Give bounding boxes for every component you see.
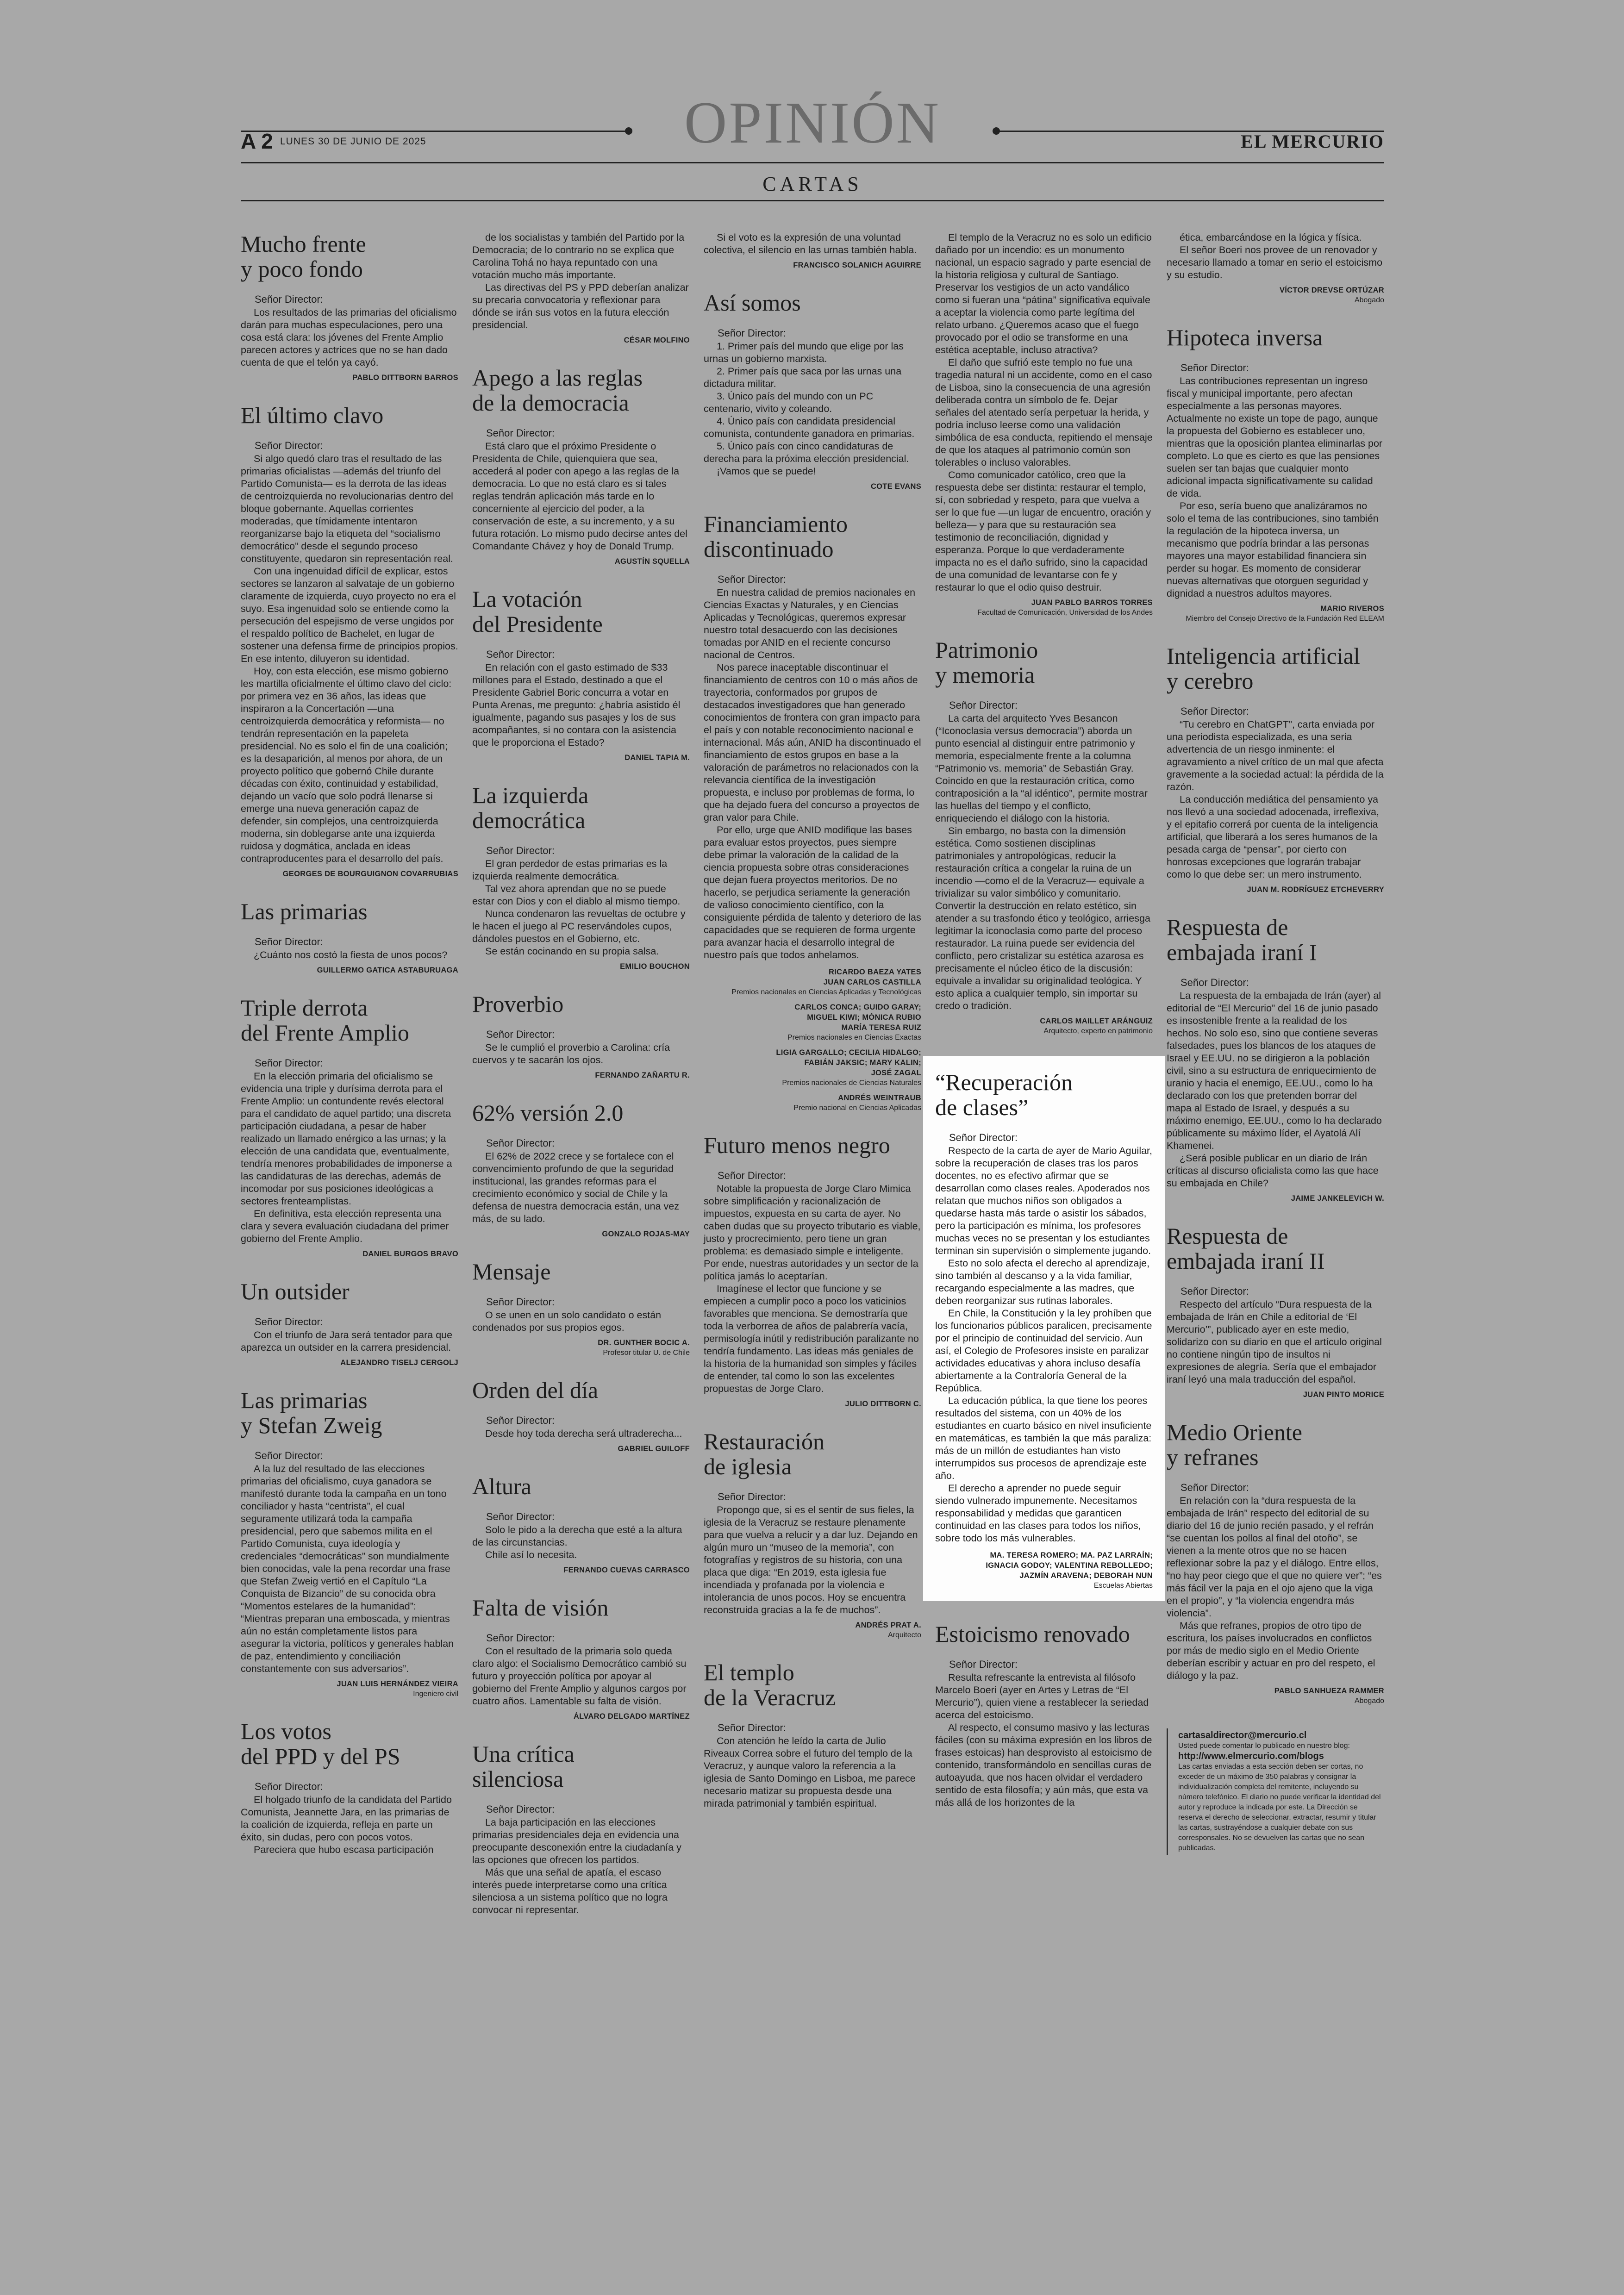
letter-salutation: Señor Director: xyxy=(255,440,323,451)
letter xyxy=(472,586,690,762)
letter-salutation: Señor Director: xyxy=(486,1296,555,1308)
signer-name: CARLOS CONCA; GUIDO GARAY; xyxy=(794,1003,921,1011)
letter-paragraph: ¡Vamos que se puede! xyxy=(717,466,816,477)
letter-signature: ANDRÉS PRAT A. xyxy=(855,1621,921,1629)
letter xyxy=(1167,915,1384,1203)
letter-signature: CARLOS MAILLET ARÁNGUIZ xyxy=(1040,1017,1153,1025)
letter xyxy=(1167,1223,1384,1399)
letter-headline: Estoicismo renovado xyxy=(935,1621,1130,1647)
letter-paragraph: Está claro que el próximo Presidente o Presidenta de Chile, quienquiera que sea, accederá al poder con apego a las reglas de la democracia. Lo que no está claro es si tales reglas tendrán aplicación más tarde en lo concerniente al ejercicio del poder, a la conservación de este, a su incremento, y a su futura rotación. Lo mismo pudo decirse antes del Comandante Chávez y hoy de Donald Trump. xyxy=(472,441,687,552)
letter xyxy=(472,1259,690,1357)
section-title: OPINIÓN xyxy=(684,90,941,156)
column-5 xyxy=(1167,231,1384,1855)
letter-paragraph: Nos parece inaceptable discontinuar el financiamiento de centros con 10 o más años de trayectoria, conformados por grupos de destacados investigadores que han generado conocimientos de frontera con gran impacto para el país y con notable reconocimiento nacional e internacional. Más aún, ANID ha discontinuado el financiamiento de estos grupos en base a la valoración de parámetros no relacionados con la relevancia científica de la investigación propuesta, e incluso por problemas de forma, lo que ha dejado fuera del concurso a proyectos de gran valor para Chile. xyxy=(704,662,921,823)
letter-signature: MARIO RIVEROS xyxy=(1320,605,1384,613)
column-3 xyxy=(704,231,921,1830)
letter-paragraph: Respecto del artículo “Dura respuesta de la embajada de Irán en Chile a editorial de ‘El Mercurio’”, publicado ayer en este medio, solidarizo con su diario en que el artículo original no contiene ningún tipo de insultos ni expresiones de alegría. Sería que el embajador iraní leyó una mala traducción del español. xyxy=(1167,1299,1382,1385)
letter-headline: Restauración de iglesia xyxy=(704,1428,825,1479)
letter xyxy=(472,365,690,566)
letter-signature: CÉSAR MOLFINO xyxy=(624,336,690,344)
letter xyxy=(704,1133,921,1409)
letter-paragraph: La respuesta de la embajada de Irán (ayer) al editorial de “El Mercurio” del 16 de junio pasado es insostenible frente a la realidad de los hechos. No solo eso, sino que contiene severas falsedades, pues los blancos de los ataques de Israel y EE.UU. no se dirigieron a la población civil, sino a su estructura de enriquecimiento de uranio y hacia el enemigo, EE.UU., como lo ha declarado con los que pretenden borrar del mapa al Estado de Israel, y después a su máximo enemigo, EE.UU., como lo ha declarado públicamente su máximo líder, el Ayatolá Alí Khamenei. xyxy=(1167,990,1382,1151)
contact-box xyxy=(1167,1728,1384,1855)
letter-paragraph: Respecto de la carta de ayer de Mario Aguilar, sobre la recuperación de clases tras los paros docentes, no es efectivo afirmar que se desarrollan como clases reales. Apoderados nos relatan que muchos niños son obligados a quedarse hasta más tarde o asistir los sábados, pero la participación es mínima, los profesores muchas veces no se presentan y los estudiantes terminan sin supervisión o simplemente jugando. xyxy=(935,1145,1153,1256)
letter-paragraph: Más que refranes, propios de otro tipo de escritura, los países involucrados en conflictos por más de medio siglo en el Medio Oriente deberían escribir y actuar en pro del respeto, el diálogo y la paz. xyxy=(1167,1620,1375,1681)
letter-signature: FERNANDO CUEVAS CARRASCO xyxy=(563,1566,690,1574)
letter-signature: FRANCISCO SOLANICH AGUIRRE xyxy=(793,261,921,269)
letter-salutation: Señor Director: xyxy=(486,427,555,439)
letter-affiliation: Arquitecto, experto en patrimonio xyxy=(1043,1027,1153,1035)
signers-note: Premios nacionales de Ciencias Naturales xyxy=(782,1079,921,1087)
letter-salutation: Señor Director: xyxy=(1181,362,1249,374)
signer-name: IGNACIA GODOY; VALENTINA REBOLLEDO; xyxy=(986,1561,1153,1570)
letter-headline: El último clavo xyxy=(241,402,384,428)
letter xyxy=(704,511,921,1112)
letter-paragraph: 1. Primer país del mundo que elige por las urnas un gobierno marxista. xyxy=(704,341,904,364)
letter-signers xyxy=(935,1551,1153,1580)
letter-paragraph: O se unen en un solo candidato o están condenados por sus propios egos. xyxy=(472,1310,662,1333)
letter-paragraph: Notable la propuesta de Jorge Claro Mimica sobre simplificación y racionalización de impuestos, expuesta en su carta de ayer. No caben dudas que su proyecto tributario es viable, justo y procrecimiento, pero tiene un gran problema: es demasiado simple e inteligente. Por ende, nuestras autoridades y un sector de la política jamás lo aceptarían. xyxy=(704,1183,921,1282)
letter-signature: JUAN M. RODRÍGUEZ ETCHEVERRY xyxy=(1247,886,1384,894)
letter xyxy=(472,1100,690,1239)
letters-policy: Las cartas enviadas a esta sección deben ser cortas, no exceder de un máximo de 350 palabras y consignar la individualización completa del remitente, incluyendo su número telefónico. El diario no puede verificar la identidad del autor y reproduce la indicada por este. La Dirección se reserva el derecho de seleccionar, extractar, resumir y titular las cartas, sustrayéndose a cualquier debate con sus corresponsales. No se devuelven las cartas que no sean publicadas. xyxy=(1178,1763,1381,1852)
letter-headline: Hipoteca inversa xyxy=(1167,324,1323,350)
letter-signature: GONZALO ROJAS-MAY xyxy=(602,1230,690,1238)
letter-affiliation: Abogado xyxy=(1354,296,1384,304)
letter xyxy=(472,1474,690,1575)
letter xyxy=(472,992,690,1080)
contact-email: cartasaldirector@mercurio.cl xyxy=(1178,1730,1307,1740)
letter-headline: Apego a las reglas de la democracia xyxy=(472,365,643,416)
letter-headline: La votación del Presidente xyxy=(472,586,603,637)
letter-paragraph: ¿Cuánto nos costó la fiesta de unos pocos? xyxy=(254,949,448,960)
letter-signature: FERNANDO ZAÑARTU R. xyxy=(595,1071,690,1079)
letter-headline: 62% versión 2.0 xyxy=(472,1100,624,1126)
letter-salutation: Señor Director: xyxy=(718,1491,786,1503)
letter-signers xyxy=(704,1003,921,1032)
letter-paragraph: Solo le pido a la derecha que esté a la altura de las circunstancias. xyxy=(472,1524,682,1548)
letter-paragraph: Resulta refrescante la entrevista al filósofo Marcelo Boeri (ayer en Artes y Letras de “El Mercurio”), quien viene a restablecer la seriedad acerca del estoicismo. xyxy=(935,1672,1149,1721)
signers-note: Premios nacionales en Ciencias Aplicadas y Tecnológicas xyxy=(731,988,921,996)
letter-paragraph: Chile así lo necesita. xyxy=(485,1549,577,1560)
letter-signature: PABLO DITTBORN BARROS xyxy=(352,374,458,382)
letter xyxy=(704,290,921,491)
letter-paragraph: Las contribuciones representan un ingreso fiscal y municipal importante, pero afectan especialmente a las personas mayores. Actualmente no existe un tope de pago, aunque la propuesta del Gobierno es establecer uno, mientras que la oposición plantea eliminarlas por completo. Lo que es cierto es que las pensiones suelen ser tan bajas que cualquier monto adicional impacta significativamente su calidad de vida. xyxy=(1167,375,1383,499)
letter-paragraph: Si algo quedó claro tras el resultado de las primarias oficialistas —además del triunfo del Partido Comunista— es la derrota de las ideas de centroizquierda no revolucionarias dentro del bloque gobernante. Aquellas corrientes moderadas, que tímidamente intentaron reorganizarse bajo la etiqueta del “socialismo democrático” desde el segundo proceso constituyente, quedaron sin representación real. xyxy=(241,453,453,564)
letter xyxy=(1167,1420,1384,1705)
blog-intro: Usted puede comentar lo publicado en nuestro blog: xyxy=(1178,1742,1350,1750)
newspaper-name: EL MERCURIO xyxy=(1241,131,1384,152)
letter-paragraph: Al respecto, el consumo masivo y las lecturas fáciles (con su máxima expresión en los libros de frases estoicas) han desprovisto al estoicismo de contenido, transformándolo en sencillas curas de autoayuda, que nos hacen olvidar el verdadero sentido de esta filosofía; y aún más, que esta va más allá de los horizontes de la xyxy=(935,1722,1152,1808)
signer-name: ANDRÉS WEINTRAUB xyxy=(838,1094,921,1102)
letter-paragraph: Con atención he leído la carta de Julio Riveaux Correa sobre el futuro del templo de la Veracruz, y aunque valoro la referencia a la iglesia de Santo Domingo en Lisboa, me parece necesario matizar su propuesta desde una mirada patrimonial y también espiritual. xyxy=(704,1735,916,1809)
letter xyxy=(704,231,921,270)
letter-signature: JULIO DITTBORN C. xyxy=(845,1400,921,1408)
signer-name: JAZMÍN ARAVENA; DEBORAH NUN xyxy=(1019,1572,1153,1580)
column-1 xyxy=(241,231,458,1877)
letter-signature: JUAN PINTO MORICE xyxy=(1303,1391,1384,1399)
letter-paragraph: A la luz del resultado de las elecciones primarias del oficialismo, cuya ganadora se manifestó durante toda la campaña en un tono conciliador y hasta “centrista”, el cual seguramente utilizará toda la campaña presidencial, pero que sabemos milita en el Partido Comunista, cuya ideología y credenciales “democráticas” son mundialmente bien conocidas, vale la pena recordar una frase que Stefan Zweig vertió en el Capítulo “La Conquista de Bizancio” de su conocida obra “Momentos estelares de la humanidad”: “Mientras preparan una emboscada, y mientras aún no están completamente listos para asegurar la victoria, políticos y generales hablan de paz, entendimiento y conciliación constantemente con sus adversarios”. xyxy=(241,1463,454,1674)
letter-paragraph: Propongo que, si es el sentir de sus fieles, la iglesia de la Veracruz se restaure plenamente para que vuelva a relucir y a dar luz. Dejando en algún muro un “museo de la memoria”, con fotografías y registros de su historia, con una placa que diga: “En 2019, esta iglesia fue incendiada y profanada por la violencia e intolerancia de unos pocos. Hoy se encuentra reconstruida gracias a la fe de muchos”. xyxy=(704,1504,918,1615)
letter-signers xyxy=(704,968,921,987)
letter-headline: Financiamiento discontinuado xyxy=(704,511,848,562)
letter-headline: Proverbio xyxy=(472,991,564,1017)
letter-headline: Altura xyxy=(472,1473,531,1499)
column-2 xyxy=(472,231,690,1937)
letter-signature: VÍCTOR DREVSE ORTÚZAR xyxy=(1279,286,1384,294)
letter-paragraph: El derecho a aprender no puede seguir siendo vulnerado impunemente. Necesitamos responsabilidad y medidas que garanticen continuidad en las clases para todos los niños, sobre todo los más vulnerables. xyxy=(935,1483,1141,1544)
letter-headline: Un outsider xyxy=(241,1278,350,1304)
letter-salutation: Señor Director: xyxy=(486,1029,555,1040)
letter-salutation: Señor Director: xyxy=(1181,977,1249,988)
letter-signature: GABRIEL GUILOFF xyxy=(618,1445,690,1453)
letter-headline: Mucho frente y poco fondo xyxy=(241,231,366,282)
signer-name: JOSÉ ZAGAL xyxy=(871,1069,921,1077)
signer-name: MIGUEL KIWI; MÓNICA RUBIO xyxy=(807,1013,921,1022)
letter-paragraph: Más que una señal de apatía, el escaso interés puede interpretarse como una crítica silenciosa a un sistema político que no logra convocar ni representar. xyxy=(472,1867,668,1915)
letter-salutation: Señor Director: xyxy=(486,1803,555,1815)
letter-paragraph: Imagínese el lector que funcione y se empiecen a cumplir poco a poco los vaticinios favorables que menciona. Se demostraría que toda la verborrea de años de palabrería vacía, permisología inútil y redistribución paralizante no tendría fundamento. Las ideas más geniales de la historia de la humanidad son simples y fáciles de entender, tal como lo son las excelentes propuestas de Jorge Claro. xyxy=(704,1283,919,1394)
letter-paragraph: Sin embargo, no basta con la dimensión estética. Como sostienen disciplinas patrimoniales y antropológicas, reducir la restauración crítica a congelar la ruina de un incendio —como el de la Veracruz— equivale a trivializar su valor simbólico y comunitario. Convertir la destrucción en relato estético, sin atender a su trasfondo ético y teológico, arriesga legitimar la iconoclasia como parte del proceso restaurador. La ruina puede ser evidencia del conflicto, pero cristalizar su estética azarosa es precisamente el núcleo ético de la discusión: equivale a invalidar su originalidad teológica. Y esto aplica a cualquier templo, sin importar su credo o tradición. xyxy=(935,825,1150,1011)
letter xyxy=(241,403,458,879)
letter-paragraph: Tal vez ahora aprendan que no se puede estar con Dios y con el diablo al mismo tiempo. xyxy=(472,883,681,907)
blog-link[interactable]: http://www.elmercurio.com/blogs xyxy=(1178,1751,1324,1761)
letter-salutation: Señor Director: xyxy=(949,1659,1018,1670)
issue-date: LUNES 30 DE JUNIO DE 2025 xyxy=(280,136,426,147)
letter-paragraph: La conducción mediática del pensamiento ya nos llevó a una sociedad adocenada, irreflexiva, y el epitafio correrá por cuenta de la inteligencia artificial, que liberará a los seres humanos de la pesada carga de “pensar”, por cierto con honrosas excepciones que lograrán trabajar como lo que debe ser: un mero instrumento. xyxy=(1167,794,1379,880)
letter-salutation: Señor Director: xyxy=(486,1137,555,1149)
letter-headline: Respuesta de embajada iraní I xyxy=(1167,914,1317,965)
letter xyxy=(935,231,1153,617)
letter-salutation: Señor Director: xyxy=(949,699,1018,711)
letter-signature: DR. GUNTHER BOCIC A. xyxy=(598,1339,690,1347)
letter-salutation: Señor Director: xyxy=(486,649,555,660)
page-number: A 2 xyxy=(241,129,273,153)
letter-headline: Futuro menos negro xyxy=(704,1132,890,1158)
signer-name: RICARDO BAEZA YATES xyxy=(828,968,921,976)
letter xyxy=(472,231,690,345)
letter-paragraph: En nuestra calidad de premios nacionales en Ciencias Exactas y Naturales, y en Ciencias Aplicadas y Tecnológicas, queremos expresar nuestro total desacuerdo con las decisiones tomadas por ANID en el reciente concurso nacional de Centros. xyxy=(704,587,916,661)
letter xyxy=(704,1660,921,1810)
letter-signature: GEORGES DE BOURGUIGNON COVARRUBIAS xyxy=(282,870,458,878)
letter-paragraph: Con una ingenuidad difícil de explicar, estos sectores se lanzaron al salvataje de un gobierno claramente de izquierda, cuyo proyecto no era el suyo. Esa ingenuidad solo se entiende como la persecución del espejismo de verse ungidos por el respaldo político de Bachelet, en lugar de sostener una defensa firme de principios propios. En ese intento, diluyeron su identidad. xyxy=(241,566,458,664)
letter-headline: La izquierda democrática xyxy=(472,782,589,833)
letter-salutation: Señor Director: xyxy=(486,1511,555,1522)
letter xyxy=(935,637,1153,1035)
letter xyxy=(1167,325,1384,623)
letter-headline: Respuesta de embajada iraní II xyxy=(1167,1223,1325,1274)
letter-affiliation: Facultad de Comunicación, Universidad de los Andes xyxy=(977,609,1153,617)
letter xyxy=(704,1429,921,1640)
letter-affiliation: Arquitecto xyxy=(887,1631,921,1639)
letter-signature: JUAN PABLO BARROS TORRES xyxy=(1031,599,1153,607)
letter-paragraph: Desde hoy toda derecha será ultraderecha... xyxy=(485,1428,682,1439)
letter-headline: Triple derrota del Frente Amplio xyxy=(241,995,409,1046)
letter-affiliation: Miembro del Consejo Directivo de la Fundación Red ELEAM xyxy=(1186,615,1384,623)
signer-name: LIGIA GARGALLO; CECILIA HIDALGO; xyxy=(776,1048,921,1057)
letter-headline: Orden del día xyxy=(472,1377,599,1403)
letter-paragraph: Se están cocinando en su propia salsa. xyxy=(485,946,659,957)
letter-headline: Mensaje xyxy=(472,1259,551,1285)
letter-signature: ALEJANDRO TISELJ CERGOLJ xyxy=(340,1359,458,1367)
letter xyxy=(241,1388,458,1698)
signer-name: MA. TERESA ROMERO; MA. PAZ LARRAÍN; xyxy=(990,1551,1153,1559)
header-rule-top xyxy=(241,162,1384,163)
letter-affiliation: Escuelas Abiertas xyxy=(1093,1582,1153,1590)
letter-signature: GUILLERMO GATICA ASTABURUAGA xyxy=(317,966,458,974)
header-rule-bottom xyxy=(241,200,1384,201)
letter-headline: Las primarias y Stefan Zweig xyxy=(241,1387,382,1438)
letter xyxy=(1167,643,1384,894)
letter-paragraph: En Chile, la Constitución y la ley prohíben que los funcionarios públicos paralicen, precisamente por el principio de continuidad del servicio. Aun así, el Colegio de Profesores insiste en paralizar actividades educativas y ahora incluso desafía abiertamente a la Contraloría General de la República. xyxy=(935,1308,1152,1394)
letter-paragraph: Como comunicador católico, creo que la respuesta debe ser distinta: restaurar el templo, sí, con sobriedad y respeto, para que vuelva a ser lo que fue —un lugar de encuentro, oración y belleza— y para que su restauración sea testimonio de reconciliación, dignidad y esperanza. Porque lo que verdaderamente impacta no es el daño sufrido, sino la capacidad de una comunidad de levantarse con fe y restaurar lo que el odio quiso destruir. xyxy=(935,469,1151,593)
letter-signature: JUAN LUIS HERNÁNDEZ VIEIRA xyxy=(337,1680,458,1688)
letter-paragraph: Pareciera que hubo escasa participación xyxy=(254,1844,434,1855)
letter-signature: DANIEL TAPIA M. xyxy=(625,754,690,762)
letter-salutation: Señor Director: xyxy=(1181,705,1249,717)
letter-salutation: Señor Director: xyxy=(255,1057,323,1069)
letter-affiliation: Abogado xyxy=(1354,1697,1384,1705)
letter-paragraph: 5. Único país con cinco candidaturas de derecha para la próxima elección presidencial. xyxy=(704,441,909,464)
letter-signature: ÁLVARO DELGADO MARTÍNEZ xyxy=(573,1712,690,1721)
newspaper-page xyxy=(241,79,1384,2273)
letter-paragraph: Hoy, con esta elección, ese mismo gobierno les martilla oficialmente el último clavo del ciclo: por primera vez en 36 años, las ideas que inspiraron a la Concertación —una centroizquierda democrática y reformista— no tendrán representación en la papeleta presidencial. No es solo el fin de una coalición; es la desaparición, al menos por ahora, de un proyecto político que gobernó Chile durante décadas con éxito, continuidad y estabilidad, dejando un vacío que solo podrá llenarse si emerge una nueva generación capaz de defender, sin complejos, una centroizquierda moderna, sin doblegarse ante una izquierda ruidosa y dogmática, anclada en ideas contraproducentes para el desarrollo del país. xyxy=(241,666,452,864)
signer-name: MARÍA TERESA RUIZ xyxy=(841,1023,921,1032)
letter-paragraph: Con el resultado de la primaria solo queda claro algo: el Socialismo Democrático cambió su futuro y proyección política por apoyar al gobierno del Frente Amplio y algunos cargos por cuatro años. Lamentable su falta de visión. xyxy=(472,1646,687,1707)
letter-paragraph: Esto no solo afecta el derecho al aprendizaje, sino también al descanso y a la vida familiar, recargando especialmente a las madres, que deben reorganizar sus rutinas laborales. xyxy=(935,1258,1150,1306)
letter-paragraph: Por eso, sería bueno que analizáramos no solo el tema de las contribuciones, sino también la regulación de la hipoteca inversa, un mecanismo que podría brindar a las personas mayores una mayor estabilidad financiera sin perder su hogar. Es momento de considerar nuevas alternativas que otorguen seguridad y dignidad a nuestros adultos mayores. xyxy=(1167,500,1379,599)
letter-headline: Las primarias xyxy=(241,898,368,924)
letter-headline: Así somos xyxy=(704,290,801,316)
letter-salutation: Señor Director: xyxy=(486,1415,555,1426)
letter-paragraph: ¿Será posible publicar en un diario de Irán críticas al discurso oficialista como las que hace su embajada en Chile? xyxy=(1167,1153,1379,1189)
signers-note: Premio nacional en Ciencias Aplicadas xyxy=(793,1104,921,1112)
letter-paragraph: En la elección primaria del oficialismo se evidencia una triple y durísima derrota para el Frente Amplio: un contundente revés electoral para el candidato de aquel partido; una discreta participación ciudadana, a pesar de haber realizado un llamado enérgico a las urnas; y la elección de una candidata que, eventualmente, tendría menores probabilidades de imponerse a las candidaturas de las derechas, además de incomodar por sus posiciones ideológicas a sectores frenteamplistas. xyxy=(241,1071,452,1207)
letter-paragraph: ética, embarcándose en la lógica y física. xyxy=(1180,232,1362,243)
column-4 xyxy=(935,231,1153,1829)
letter-paragraph: Las directivas del PS y PPD deberían analizar su precaria convocatoria y reflexionar para dónde se irán sus votos en la futura elección presidencial. xyxy=(472,282,689,331)
letter-paragraph: de los socialistas y también del Partido por la Democracia; de lo contrario no se explica que Carolina Tohá no haya repuntado con una votación mucho más importante. xyxy=(472,232,685,281)
letter-paragraph: El señor Boeri nos provee de un renovador y necesario llamado a tomar en serio el estoicismo y su estudio. xyxy=(1167,244,1383,281)
letter-paragraph: Si el voto es la expresión de una voluntad colectiva, el silencio en las urnas también habla. xyxy=(704,232,917,256)
letter-paragraph: 4. Único país con candidata presidencial comunista, contundente ganadora en primarias. xyxy=(704,416,915,439)
letter xyxy=(241,1719,458,1856)
letter-paragraph: El gran perdedor de estas primarias es la izquierda realmente democrática. xyxy=(472,858,668,882)
letter-paragraph: La baja participación en las elecciones primarias presidenciales deja en evidencia una preocupante desconexión entre la ciudadanía y las opciones que ofrecen los partidos. xyxy=(472,1817,681,1865)
subsection-title: CARTAS xyxy=(762,173,862,195)
signers-note: Premios nacionales en Ciencias Exactas xyxy=(787,1034,921,1041)
letter-headline: Una crítica silenciosa xyxy=(472,1741,575,1792)
letter-salutation: Señor Director: xyxy=(255,936,323,948)
letter xyxy=(923,1056,1165,1601)
letter-paragraph: 2. Primer país que saca por las urnas una dictadura militar. xyxy=(704,366,902,389)
letter-signature: PABLO SANHUEZA RAMMER xyxy=(1274,1687,1384,1695)
letter-headline: “Recuperación de clases” xyxy=(935,1069,1073,1120)
letter-headline: Falta de visión xyxy=(472,1595,609,1621)
letter-paragraph: Los resultados de las primarias del oficialismo darán para muchas especulaciones, pero una cosa está clara: los jóvenes del Frente Amplio parecen actores y actrices que no se han dado cuenta de que el telón ya cayó. xyxy=(241,307,457,368)
letter xyxy=(472,783,690,971)
letter-headline: Medio Oriente y refranes xyxy=(1167,1419,1302,1470)
letter-salutation: Señor Director: xyxy=(718,1722,786,1734)
letter xyxy=(472,1595,690,1721)
letter xyxy=(1167,231,1384,305)
letter-salutation: Señor Director: xyxy=(255,1316,323,1328)
letter-paragraph: La educación pública, la que tiene los peores resultados del sistema, con un 40% de los estudiantes en cuarto básico en nivel insuficiente en matemáticas, es también la que más paraliza: más de un millón de estudiantes han visto interrumpidos sus procesos de aprendizaje este año. xyxy=(935,1395,1152,1481)
letter xyxy=(935,1621,1153,1809)
letter-headline: Inteligencia artificial y cerebro xyxy=(1167,643,1360,694)
letter-salutation: Señor Director: xyxy=(255,1450,323,1461)
letter-paragraph: Se le cumplió el proverbio a Carolina: cría cuervos y te sacarán los ojos. xyxy=(472,1042,670,1066)
signer-name: JUAN CARLOS CASTILLA xyxy=(823,978,921,986)
letter-salutation: Señor Director: xyxy=(486,1632,555,1644)
letter-headline: Patrimonio y memoria xyxy=(935,637,1038,688)
letter-paragraph: “Tu cerebro en ChatGPT”, carta enviada por una periodista especializada, es una seria advertencia de un riesgo inminente: el agravamiento a nivel crítico de un mal que afecta gravemente a la sociedad actual: la pérdida de la razón. xyxy=(1167,719,1384,792)
letter-affiliation: Profesor titular U. de Chile xyxy=(603,1349,690,1357)
letter-salutation: Señor Director: xyxy=(1181,1285,1249,1297)
letter-salutation: Señor Director: xyxy=(718,574,786,585)
letter-paragraph: Nunca condenaron las revueltas de octubre y le hacen el juego al PC reservándoles cupos, dándoles puestos en el Gobierno, etc. xyxy=(472,908,686,944)
letter-paragraph: El holgado triunfo de la candidata del Partido Comunista, Jeannette Jara, en las primarias de la coalición de izquierda, refleja en parte un éxito, sin dudas, pero con pocos votos. xyxy=(241,1794,452,1843)
letter xyxy=(241,995,458,1259)
letter-signers xyxy=(704,1094,921,1103)
letter-paragraph: La carta del arquitecto Yves Besancon (“Iconoclasia versus democracia”) aborda un punto esencial al distinguir entre patrimonio y memoria, especialmente frente a la columna “Patrimonio vs. memoria” de Sebastián Gray. Coincido en que la restauración crítica, como contraposición a la “al idéntico”, permite mostrar las huellas del tiempo y el conflicto, enriqueciendo el diálogo con la historia. xyxy=(935,713,1148,824)
letter-paragraph: 3. Único país del mundo con un PC centenario, vivito y coleando. xyxy=(704,391,874,414)
letter xyxy=(472,1741,690,1916)
letter-headline: El templo de la Veracruz xyxy=(704,1659,836,1710)
letter-salutation: Señor Director: xyxy=(718,327,786,339)
letter-salutation: Señor Director: xyxy=(255,1781,323,1792)
letter-paragraph: En definitiva, esta elección representa una clara y severa evaluación ciudadana del primer gobierno del Frente Amplio. xyxy=(241,1208,449,1244)
letter-signature: EMILIO BOUCHON xyxy=(620,962,690,971)
letter-paragraph: En relación con la “dura respuesta de la embajada de Irán” respecto del editorial de su diario del 16 de junio recién pasado, y el refrán “se cuentan los pollos al final del otoño”, se vienen a la mente otros que no se hacen reflexionar sobre la paz y el diálogo. Entre ellos, “no hay peor ciego que el que no quiere ver”; “es más fácil ver la paja en el ojo ajeno que la viga en el propio”, y “la violencia engendra más violencia”. xyxy=(1167,1495,1382,1619)
letter-signature: COTE EVANS xyxy=(870,482,921,491)
letter-salutation: Señor Director: xyxy=(949,1132,1018,1143)
letter-signature: AGUSTÍN SQUELLA xyxy=(614,557,690,566)
letter-signature: DANIEL BURGOS BRAVO xyxy=(362,1250,458,1258)
letter-paragraph: El templo de la Veracruz no es solo un edificio dañado por un incendio: es un monumento nacional, un espacio sagrado y parte esencial de la historia religiosa y cultural de Santiago. Preservar los vestigios de un acto vandálico como si fueran una “pátina” significativa equivale a aceptar la violencia como parte legítima del relato urbano. ¿Queremos acaso que el fuego provocado por el odio se transforme en una estética aceptable, incluso atractiva? xyxy=(935,232,1152,355)
letter-salutation: Señor Director: xyxy=(1181,1482,1249,1493)
letter-salutation: Señor Director: xyxy=(255,293,323,305)
letter xyxy=(241,231,458,382)
letter-paragraph: Por ello, urge que ANID modifique las bases para evaluar estos proyectos, pues siempre debe primar la valoración de la calidad de la ciencia propuesta sobre otras consideraciones que dejan fuera proyectos meritorios. De no hacerlo, se perjudica seriamente la generación de valioso conocimiento científico, con la consiguiente pérdida de talento y deterioro de las capacidades que se requieren de forma urgente para avanzar hacia el desarrollo integral de nuestro país que todos anhelamos. xyxy=(704,824,921,960)
signer-name: FABIÁN JAKSIC; MARY KALIN; xyxy=(804,1059,921,1067)
letter-paragraph: El 62% de 2022 crece y se fortalece con el convencimiento profundo de que la seguridad institucional, las grandes reformas para el crecimiento económico y social de Chile y la defensa de nuestra democracia están, una vez más, de su lado. xyxy=(472,1151,680,1224)
letter xyxy=(472,1378,690,1453)
letter-salutation: Señor Director: xyxy=(718,1170,786,1181)
letter-signature: JAIME JANKELEVICH W. xyxy=(1291,1194,1384,1203)
letter-signers xyxy=(704,1048,921,1078)
letter-affiliation: Ingeniero civil xyxy=(413,1690,458,1698)
letter xyxy=(241,1279,458,1367)
letter-paragraph: Con el triunfo de Jara será tentador para que aparezca un outsider en la carrera presidencial. xyxy=(241,1329,453,1353)
letter-headline: Los votos del PPD y del PS xyxy=(241,1718,400,1769)
letter-salutation: Señor Director: xyxy=(486,845,555,856)
letter-paragraph: El daño que sufrió este templo no fue una tragedia natural ni un accidente, como en el caso de Lisboa, sino la consecuencia de una agresión deliberada contra un símbolo de fe. Dejar señales del atentado sería perpetuar la herida, y podría incluso leerse como una validación simbólica de esa conducta, repitiendo el mensaje de que los ataques al patrimonio común son tolerables o incluso valorables. xyxy=(935,357,1153,468)
letter xyxy=(241,899,458,975)
letter-paragraph: En relación con el gasto estimado de $33 millones para el Estado, destinado a que el Presidente Gabriel Boric concurra a votar en Punta Arenas, me pregunto: ¿habría asistido él igualmente, pagando sus pasajes y los de sus acompañantes, si no contara con la asistencia que le proporciona el Estado? xyxy=(472,662,681,748)
